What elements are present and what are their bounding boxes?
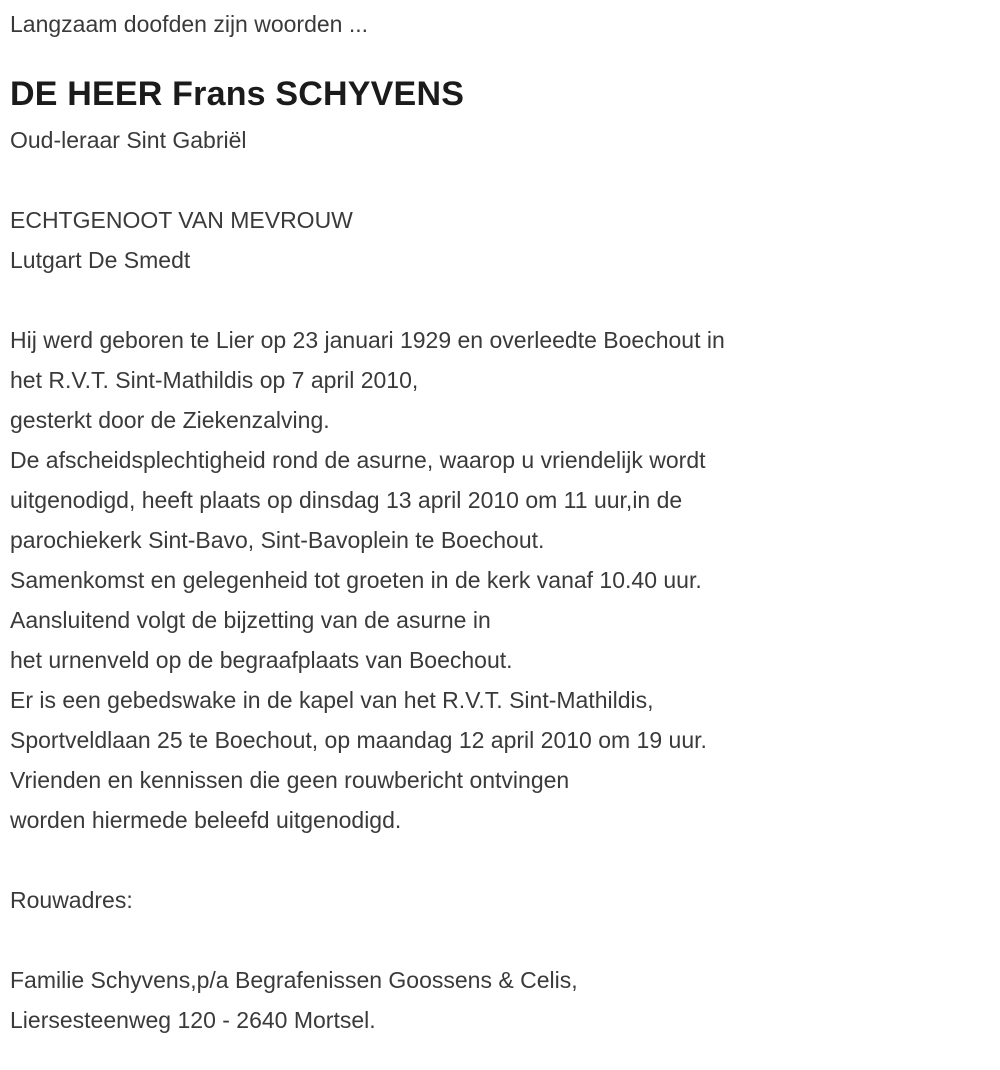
mourning-address <box>10 960 988 1040</box>
body-line: De afscheidsplechtigheid rond de asurne, waarop u vriendelijk wordt <box>10 447 706 473</box>
rouwadres-label: Rouwadres: <box>10 887 133 913</box>
spouse-name: Lutgart De Smedt <box>10 247 191 273</box>
body-line: Hij werd geboren te Lier op 23 januari 1929 en overleedte Boechout in <box>10 327 725 353</box>
spouse-intro: ECHTGENOOT VAN MEVROUW <box>10 207 353 233</box>
body-line: Sportveldlaan 25 te Boechout, op maandag 12 april 2010 om 19 uur. <box>10 727 707 753</box>
body-line: Vrienden en kennissen die geen rouwbericht ontvingen <box>10 767 570 793</box>
deceased-name: DE HEER Frans SCHYVENS <box>10 75 465 113</box>
deceased-subtitle: Oud-leraar Sint Gabriël <box>10 127 247 153</box>
address-line: Familie Schyvens,p/a Begrafenissen Goossens & Celis, <box>10 967 578 993</box>
announcement-body <box>10 320 988 840</box>
body-line: parochiekerk Sint-Bavo, Sint-Bavoplein te Boechout. <box>10 527 545 553</box>
body-line: worden hiermede beleefd uitgenodigd. <box>10 807 402 833</box>
body-line: het urnenveld op de begraafplaats van Boechout. <box>10 647 513 673</box>
body-line: Aansluitend volgt de bijzetting van de asurne in <box>10 607 491 633</box>
body-line: uitgenodigd, heeft plaats op dinsdag 13 april 2010 om 11 uur,in de <box>10 487 683 513</box>
body-line: gesterkt door de Ziekenzalving. <box>10 407 330 433</box>
spouse-section <box>10 200 988 280</box>
address-line: Liersesteenweg 120 - 2640 Mortsel. <box>10 1007 376 1033</box>
body-line: Samenkomst en gelegenheid tot groeten in de kerk vanaf 10.40 uur. <box>10 567 702 593</box>
opening-line: Langzaam doofden zijn woorden ... <box>10 11 369 37</box>
body-line: het R.V.T. Sint-Mathildis op 7 april 2010, <box>10 367 419 393</box>
body-line: Er is een gebedswake in de kapel van het R.V.T. Sint-Mathildis, <box>10 687 654 713</box>
